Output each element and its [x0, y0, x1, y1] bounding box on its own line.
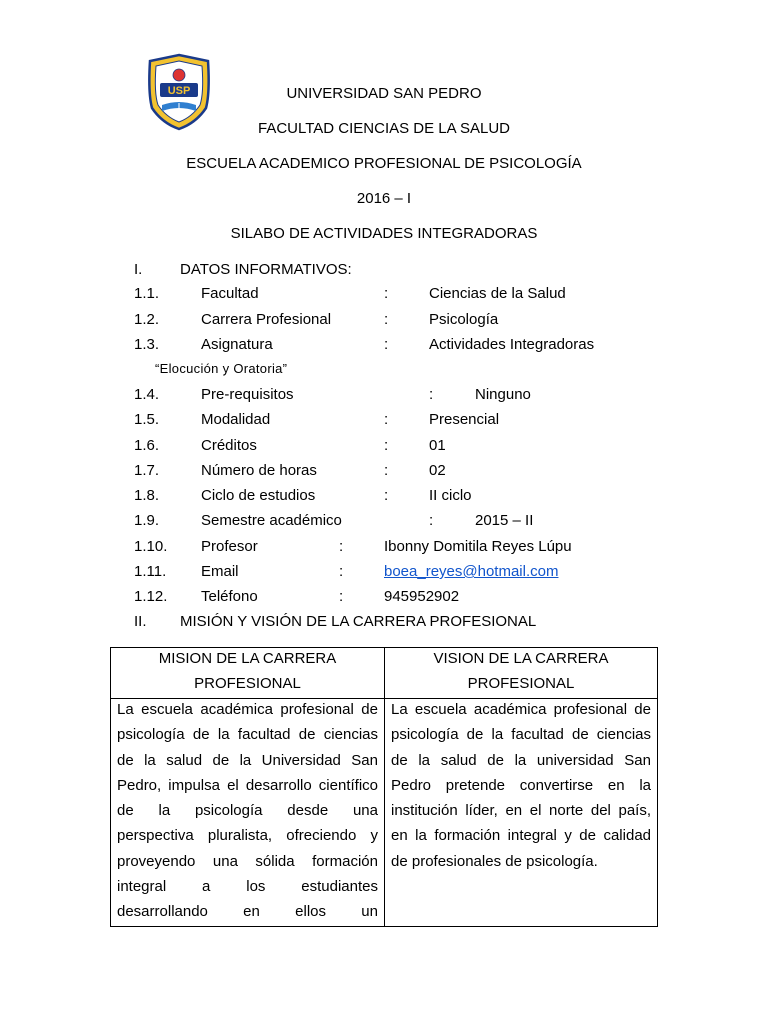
mision-header: MISION DE LA CARRERA PROFESIONAL — [158, 650, 337, 693]
item-sep: : — [384, 487, 389, 504]
item-number: 1.8. — [134, 487, 160, 504]
item-value: 01 — [429, 437, 446, 454]
item-value: Ninguno — [475, 386, 531, 403]
section2-number: II. — [134, 613, 147, 630]
vision-header: VISION DE LA CARRERA PROFESIONAL — [433, 650, 609, 693]
logo-text: USP — [167, 85, 191, 97]
item-label: Teléfono — [201, 588, 258, 605]
item-label: Ciclo de estudios — [201, 487, 316, 504]
item-number: 1.2. — [134, 311, 160, 328]
item-label: Facultad — [201, 285, 259, 302]
item-value: Ciencias de la Salud — [429, 285, 566, 302]
item-label: Pre-requisitos — [201, 386, 294, 403]
item-label: Asignatura — [201, 336, 273, 353]
item-number: 1.6. — [134, 437, 160, 454]
email-link[interactable]: boea_reyes@hotmail.com — [384, 563, 559, 580]
item-label: Carrera Profesional — [201, 311, 332, 328]
vision-text: La escuela académica profesional de psicología de la facultad de ciencias de la salud de la universidad San Pedro pretende convertirse en la institución líder, en el norte del país, en la formación integral y de calidad de profesionales de psicología. — [391, 701, 651, 870]
section1-number: I. — [134, 261, 143, 278]
item-value: II ciclo — [429, 487, 472, 504]
item-sep: : — [429, 386, 434, 403]
item-sep: : — [384, 311, 389, 328]
item-sep: : — [339, 588, 344, 605]
item-value: Presencial — [429, 411, 500, 428]
term: 2016 – I — [356, 190, 412, 207]
item-number: 1.11. — [134, 563, 167, 580]
item-label: Número de horas — [201, 462, 317, 479]
item-sep: : — [384, 437, 389, 454]
item-value: 2015 – II — [475, 512, 534, 529]
item-sep: : — [339, 538, 344, 555]
item-sep: : — [384, 411, 389, 428]
document-title: SILABO DE ACTIVIDADES INTEGRADORAS — [230, 225, 538, 242]
item-sep: : — [429, 512, 434, 529]
item-number: 1.5. — [134, 411, 160, 428]
university-name: UNIVERSIDAD SAN PEDRO — [286, 85, 482, 102]
section2-heading: MISIÓN Y VISIÓN DE LA CARRERA PROFESIONAL — [180, 613, 537, 630]
item-label: Email — [201, 563, 239, 580]
subject-note: “Elocución y Oratoria” — [155, 361, 288, 376]
school-name: ESCUELA ACADEMICO PROFESIONAL DE PSICOLOGÍA — [186, 155, 582, 172]
item-value: Ibonny Domitila Reyes Lúpu — [384, 538, 572, 555]
item-label: Créditos — [201, 437, 257, 454]
item-label: Semestre académico — [201, 512, 342, 529]
item-sep: : — [384, 336, 389, 353]
item-label: Modalidad — [201, 411, 271, 428]
item-value: 945952902 — [384, 588, 460, 605]
item-number: 1.12. — [134, 588, 168, 605]
section1-heading: DATOS INFORMATIVOS: — [180, 261, 352, 278]
item-number: 1.3. — [134, 336, 160, 353]
mision-text: La escuela académica profesional de psicología de la facultad de ciencias de la salud de la Universidad San Pedro, impulsa el desarrollo científico de la psicología desde una perspectiva pluralista, ofreciendo y proveyendo una sólida formación integral a los estudiantes desarrollando en ellos un — [117, 701, 378, 921]
item-value: Actividades Integradoras — [429, 336, 595, 353]
item-sep: : — [384, 285, 389, 302]
item-number: 1.7. — [134, 462, 160, 479]
faculty-name: FACULTAD CIENCIAS DE LA SALUD — [257, 120, 510, 137]
item-label: Profesor — [201, 538, 258, 555]
item-number: 1.9. — [134, 512, 160, 529]
item-number: 1.1. — [134, 285, 160, 302]
item-sep: : — [384, 462, 389, 479]
item-sep: : — [339, 563, 344, 580]
item-value: 02 — [429, 462, 446, 479]
item-number: 1.10. — [134, 538, 168, 555]
item-value: Psicología — [429, 311, 499, 328]
item-number: 1.4. — [134, 386, 160, 403]
